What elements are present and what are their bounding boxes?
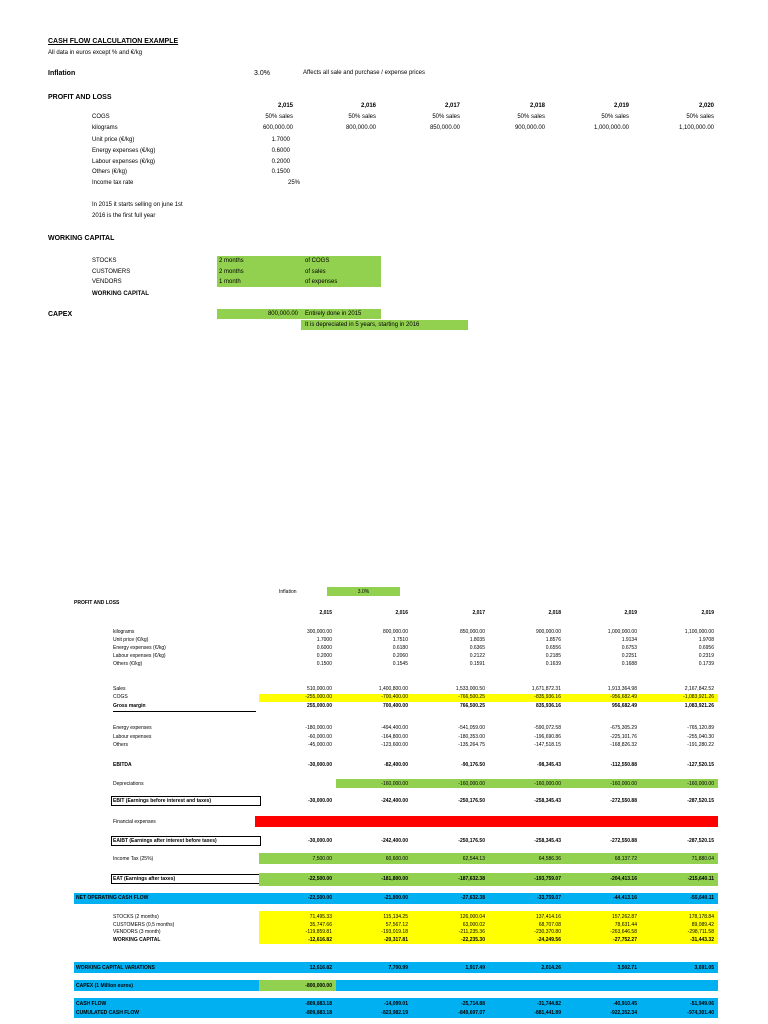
note: 2016 is the first full year	[92, 213, 156, 219]
wc-row-value: -193,019.18	[381, 929, 408, 936]
wc-row-value: -263,646.58	[610, 929, 637, 936]
cumulated-cash-flow-value: -823,982.19	[381, 1010, 408, 1016]
param-value: 900,000.00	[535, 629, 561, 635]
expense-value: -541,059.00	[458, 725, 485, 731]
eaibt-value: -272,550.88	[610, 838, 637, 844]
financial-expenses-highlight	[255, 816, 718, 827]
inflation-note: Affects all sale and purchase / expense prices	[303, 70, 425, 76]
wc-row-value: 137,414.16	[535, 914, 561, 920]
param-label: Energy expenses (€/kg)	[113, 645, 166, 652]
cogs-value: -700,400.00	[381, 694, 408, 700]
ebitda-value: -30,000.00	[308, 762, 332, 768]
wc-row-basis: of expenses	[305, 279, 338, 285]
income-tax-value: 71,880.04	[691, 856, 714, 862]
income-tax-value: 68,137.72	[614, 856, 637, 862]
eaibt-value: -287,520.15	[687, 838, 714, 844]
gross-margin-value: 255,000.00	[306, 703, 332, 709]
page-subtitle: All data in euros except % and €/kg	[48, 50, 143, 56]
page-title: CASH FLOW CALCULATION EXAMPLE	[48, 38, 179, 45]
param-value: 0.2000	[271, 158, 290, 165]
param-value: 0.1639	[545, 661, 561, 668]
capex-row-highlight	[74, 980, 718, 991]
eat-value: -193,759.07	[534, 876, 561, 882]
kilograms-value: 900,000.00	[514, 125, 545, 131]
param-label: Others (€/kg)	[113, 661, 143, 668]
sales-value: 510,000.00	[306, 686, 332, 692]
param-value: 0.2122	[469, 653, 485, 660]
param-value: 0.6956	[698, 645, 714, 652]
sales-value: 1,533,000.50	[455, 686, 485, 692]
working-capital: WORKING CAPITAL	[113, 937, 161, 943]
expense-value: -60,000.00	[308, 733, 332, 740]
ebit-value: -250,176.50	[458, 798, 485, 804]
cogs-basis: 50% sales	[517, 114, 545, 120]
wc-row-value: 89,089.42	[691, 921, 714, 928]
param-value: 0.6556	[545, 645, 561, 652]
year-header: 2,016	[395, 610, 408, 616]
year-header: 2,017	[472, 610, 485, 616]
wc-row-value: -211,235.36	[458, 929, 485, 936]
expense-value: -494,400.00	[381, 725, 408, 731]
param-value: 0.6365	[469, 645, 485, 652]
note: In 2015 it starts selling on june 1st	[92, 202, 183, 208]
kilograms-value: 1,000,000.00	[593, 125, 629, 131]
net-operating-cash-flow-value: -27,632.38	[461, 895, 485, 901]
eaibt-value: -30,000.00	[308, 838, 332, 844]
cumulated-cash-flow-value: -974,301.40	[687, 1010, 714, 1016]
cogs-value: -956,682.49	[610, 694, 637, 700]
cumulated-cash-flow-value: -922,352.34	[610, 1010, 637, 1016]
expense-value: -255,040.30	[687, 733, 714, 740]
param-label: Labour expenses (€/kg)	[92, 158, 156, 165]
capex-value: -800,000.00	[305, 983, 332, 989]
working-capital-value: -12,616.82	[308, 937, 332, 943]
sales-value: 1,400,800.00	[378, 686, 408, 692]
kilograms-value: 800,000.00	[345, 125, 376, 131]
working-capital-variations-value: 2,014.26	[541, 965, 561, 971]
wc-row-value: -298,711.58	[687, 929, 714, 936]
eaibt-value: -242,400.00	[381, 838, 408, 844]
inflation-value: 3.0%	[357, 589, 370, 595]
param-label: Energy expenses (€/kg)	[92, 147, 156, 154]
param-value: 1.8035	[469, 637, 485, 644]
income-tax-value: 64,586.36	[538, 856, 561, 862]
eaibt-value: -258,345.43	[534, 838, 561, 844]
wc-row-value: 115,134.25	[383, 914, 408, 920]
param-value: 1.7000	[316, 637, 332, 644]
wc-row-value: 78,631.44	[614, 921, 637, 928]
wc-row-value: 178,178.84	[688, 914, 714, 920]
kilograms-value: 850,000.00	[429, 125, 460, 131]
cogs-basis: 50% sales	[348, 114, 376, 120]
income-tax-value: 62,544.13	[462, 856, 485, 862]
wc-row-label: CUSTOMERS (0,5 months)	[113, 921, 175, 928]
eaibt: EAIBT (Earnings after interest before taxes)	[113, 838, 217, 844]
param-label: Labour expenses (€/kg)	[113, 653, 166, 660]
wc-row-value: 157,262.87	[611, 914, 637, 920]
row-label-kilograms: kilograms	[92, 125, 118, 131]
depreciation-value: -160,000.00	[381, 781, 408, 787]
param-value: 0.6753	[621, 645, 637, 652]
wc-row-value: 68,707.08	[538, 921, 561, 928]
section-label-pl: PROFIT AND LOSS	[48, 94, 112, 101]
ebit-value: -272,550.88	[610, 798, 637, 804]
wc-row-period: 1 month	[219, 279, 241, 285]
expense-value: -765,120.89	[687, 725, 714, 731]
section-label-pl: PROFIT AND LOSS	[74, 600, 120, 606]
cumulated-cash-flow: CUMULATED CASH FLOW	[76, 1010, 139, 1016]
row-label-cogs: COGS	[92, 114, 110, 120]
net-operating-cash-flow-value: -22,500.00	[308, 895, 332, 901]
gross-margin-value: 1,083,921.26	[684, 703, 714, 709]
cash-flow-value: -25,714.88	[461, 1001, 485, 1007]
gross-margin-value: 835,936.16	[535, 703, 561, 709]
year-header: 2,018	[529, 103, 545, 109]
param-label: Income tax rate	[92, 180, 134, 187]
net-operating-cash-flow-value: -44,413.16	[613, 895, 637, 901]
expense-value: -45,000.00	[308, 742, 332, 749]
param-value: 1.7000	[271, 137, 290, 143]
year-header: 2,019	[613, 103, 629, 109]
gross-margin-value: 956,682.49	[611, 703, 637, 709]
expense-label: Energy expenses	[113, 725, 152, 731]
wc-row-label: STOCKS (2 months)	[113, 914, 159, 920]
working-capital-value: -27,752.27	[613, 937, 637, 943]
expense-value: -123,600.00	[381, 742, 408, 749]
param-label: Unit price (€/kg)	[92, 137, 135, 143]
param-value: 800,000.00	[382, 629, 408, 635]
net-operating-cash-flow-value: -21,800.00	[384, 895, 408, 901]
param-value: 300,000.00	[306, 629, 332, 635]
year-header: 2,016	[360, 103, 376, 109]
wc-row-value: 35,747.66	[309, 921, 332, 928]
param-value: 1,000,000.00	[607, 629, 637, 635]
param-value: 0.2251	[621, 653, 637, 660]
param-value: 0.2185	[545, 653, 561, 660]
income-tax: Income Tax (25%)	[113, 856, 154, 862]
ebitda-value: -112,550.88	[610, 762, 637, 768]
wc-total-label: WORKING CAPITAL	[92, 291, 149, 297]
wc-row-basis: of sales	[305, 268, 326, 275]
param-value: 0.1500	[271, 169, 290, 176]
capex-note: It is depreciated in 5 years, starting in 2016	[305, 322, 420, 328]
cogs-basis: 50% sales	[265, 114, 293, 120]
expense-value: -168,826.32	[610, 742, 637, 749]
ebitda-value: -98,345.43	[537, 762, 561, 768]
cash-flow-value: -31,744.82	[537, 1001, 561, 1007]
working-capital-variations-value: 1,917.49	[465, 965, 485, 971]
depreciation: Depreciations	[113, 781, 144, 787]
cogs-basis: 50% sales	[601, 114, 629, 120]
cogs-value: -1,083,921.26	[683, 694, 714, 700]
expense-value: -180,000.00	[305, 725, 332, 731]
net-operating-cash-flow-value: -55,640.11	[690, 895, 714, 901]
working-capital-variations-value: 3,502.71	[617, 965, 637, 971]
wc-row-value: -230,370.80	[534, 929, 561, 936]
eat: EAT (Earnings after taxes)	[113, 876, 176, 882]
param-value: 850,000.00	[459, 629, 485, 635]
eat-value: -22,500.00	[308, 876, 332, 882]
param-value: 0.6180	[392, 645, 408, 652]
wc-row-label: STOCKS	[92, 258, 117, 264]
section-label-wc: WORKING CAPITAL	[48, 235, 115, 242]
cumulated-cash-flow-value: -881,441.89	[534, 1010, 561, 1016]
param-value: 0.1591	[469, 661, 485, 668]
param-value: 1.8576	[545, 637, 561, 644]
gross-margin-value: 700,400.00	[382, 703, 408, 709]
year-header: 2,019	[624, 610, 637, 616]
expense-value: -196,690.86	[534, 733, 561, 740]
working-capital-value: -31,443.32	[690, 937, 714, 943]
param-value: 25%	[287, 180, 300, 187]
wc-row-value: 63,000.02	[462, 921, 485, 928]
depreciation-value: -160,000.00	[458, 781, 485, 787]
ebitda: EBITDA	[113, 762, 132, 768]
gross-margin-value: 766,500.25	[459, 703, 485, 709]
sales-value: 2,167,842.52	[684, 686, 714, 692]
row-label-financial: Financial expenses	[113, 819, 156, 825]
cash-flow-value: -40,910.45	[613, 1001, 637, 1007]
cumulated-cash-flow-value: -849,697.07	[458, 1010, 485, 1016]
param-label: kilograms	[113, 629, 135, 635]
param-value: 0.1545	[392, 661, 408, 668]
cash-flow-value: -809,883.18	[305, 1001, 332, 1007]
expense-value: -590,072.58	[534, 725, 561, 731]
working-capital-variations-value: 7,700.99	[388, 965, 408, 971]
year-header: 2,017	[444, 103, 460, 109]
cumulated-cash-flow-value: -809,883.18	[305, 1010, 332, 1016]
working-capital-variations-value: 3,691.05	[694, 965, 714, 971]
param-label: Unit price (€/kg)	[113, 637, 149, 644]
eat-value: -181,800.00	[381, 876, 408, 882]
wc-row-value: 71,495.33	[309, 914, 332, 920]
ebit: EBIT (Earnings before interest and taxes)	[113, 798, 212, 804]
param-value: 0.1688	[621, 661, 637, 668]
ebitda-value: -127,520.15	[687, 762, 714, 768]
cogs: COGS	[113, 694, 128, 700]
income-tax-value: 60,600.00	[385, 856, 408, 862]
gross-margin: Gross margin	[113, 703, 146, 709]
eat-value: -215,640.11	[687, 876, 714, 882]
depreciation-value: -160,000.00	[687, 781, 714, 787]
eat-value: -204,413.16	[610, 876, 637, 882]
cogs-value: -835,936.16	[534, 694, 561, 700]
ebit-value: -287,520.15	[687, 798, 714, 804]
inflation-label: Inflation	[279, 589, 297, 595]
param-value: 0.6000	[271, 147, 290, 154]
year-header: 2,019	[701, 610, 714, 616]
expense-label: Labour expenses	[113, 733, 152, 740]
ebit-value: -258,345.43	[534, 798, 561, 804]
wc-row-label: VENDORS (3 month)	[113, 929, 161, 936]
cogs-value: -255,000.00	[305, 694, 332, 700]
depreciation-value: -160,000.00	[534, 781, 561, 787]
wc-row-label: VENDORS	[92, 279, 122, 285]
depreciation-value: -160,000.00	[610, 781, 637, 787]
wc-row-period: 2 months	[219, 268, 244, 275]
ebitda-value: -82,400.00	[384, 762, 408, 768]
section-label-capex: CAPEX	[48, 311, 73, 318]
param-value: 0.6000	[316, 645, 332, 652]
cogs-value: -766,500.25	[458, 694, 485, 700]
wc-row-label: CUSTOMERS	[92, 268, 131, 275]
cash-flow: CASH FLOW	[76, 1001, 107, 1007]
param-value: 0.2060	[392, 653, 408, 660]
cogs-basis: 50% sales	[432, 114, 460, 120]
cash-flow-value: -14,099.01	[384, 1001, 408, 1007]
expense-value: -191,280.22	[687, 742, 714, 749]
sales-value: 1,913,364.98	[607, 686, 637, 692]
inflation-label: Inflation	[48, 70, 76, 77]
param-value: 1,100,000.00	[684, 629, 714, 635]
working-capital-value: -22,235.30	[461, 937, 485, 943]
cogs-basis: 50% sales	[686, 114, 714, 120]
income-tax-value: 7,500.00	[312, 856, 332, 862]
expense-value: -147,518.15	[534, 742, 561, 749]
eaibt-value: -250,176.50	[458, 838, 485, 844]
eat-value: -187,632.38	[458, 876, 485, 882]
year-header: 2,018	[548, 610, 561, 616]
param-value: 0.1500	[316, 661, 332, 668]
expense-value: -180,353.00	[458, 733, 485, 740]
param-value: 0.1739	[698, 661, 714, 668]
expense-value: -675,305.29	[610, 725, 637, 731]
param-value: 1.9708	[698, 637, 714, 644]
wc-row-value: 57,567.12	[385, 921, 408, 928]
ebitda-value: -90,176.50	[461, 762, 485, 768]
wc-row-period: 2 months	[219, 258, 244, 264]
kilograms-value: 600,000.00	[262, 125, 293, 131]
wc-row-value: 126,000.04	[459, 914, 485, 920]
capex-note: Entirely done in 2015	[305, 311, 362, 317]
expense-value: -135,264.75	[458, 742, 485, 749]
year-header: 2,020	[698, 103, 714, 109]
wc-row-value: -119,859.81	[305, 929, 332, 936]
expense-label: Others	[113, 742, 129, 749]
sales-value: 1,671,872.31	[531, 686, 561, 692]
param-label: Others (€/kg)	[92, 169, 128, 176]
year-header: 2,015	[319, 610, 332, 616]
working-capital-value: -20,317.81	[384, 937, 408, 943]
working-capital-variations: WORKING CAPITAL VARIATIONS	[76, 965, 155, 971]
row-label-capex: CAPEX (1 Million euros)	[76, 983, 133, 989]
expense-value: -225,101.76	[610, 733, 637, 740]
param-value: 1.7510	[392, 637, 408, 644]
net-operating-cash-flow: NET OPERATING CASH FLOW	[76, 895, 149, 901]
net-operating-cash-flow-value: -33,759.07	[537, 895, 561, 901]
working-capital-variations-value: 12,616.82	[309, 965, 332, 971]
inflation-value: 3.0%	[254, 70, 270, 77]
capex-value: 800,000.00	[267, 311, 298, 317]
ebit-value: -242,400.00	[381, 798, 408, 804]
ebit-value: -30,000.00	[308, 798, 332, 804]
sales: Sales	[113, 686, 126, 692]
gross-margin-underline	[113, 711, 256, 712]
param-value: 1.9134	[621, 637, 637, 644]
cash-flow-value: -51,949.06	[690, 1001, 714, 1007]
param-value: 0.2319	[698, 653, 714, 660]
year-header: 2,015	[277, 103, 293, 109]
expense-value: -164,800.00	[381, 733, 408, 740]
wc-row-basis: of COGS	[305, 258, 330, 264]
working-capital-value: -24,249.56	[537, 937, 561, 943]
kilograms-value: 1,100,000.00	[678, 125, 714, 131]
param-value: 0.2000	[316, 653, 332, 660]
